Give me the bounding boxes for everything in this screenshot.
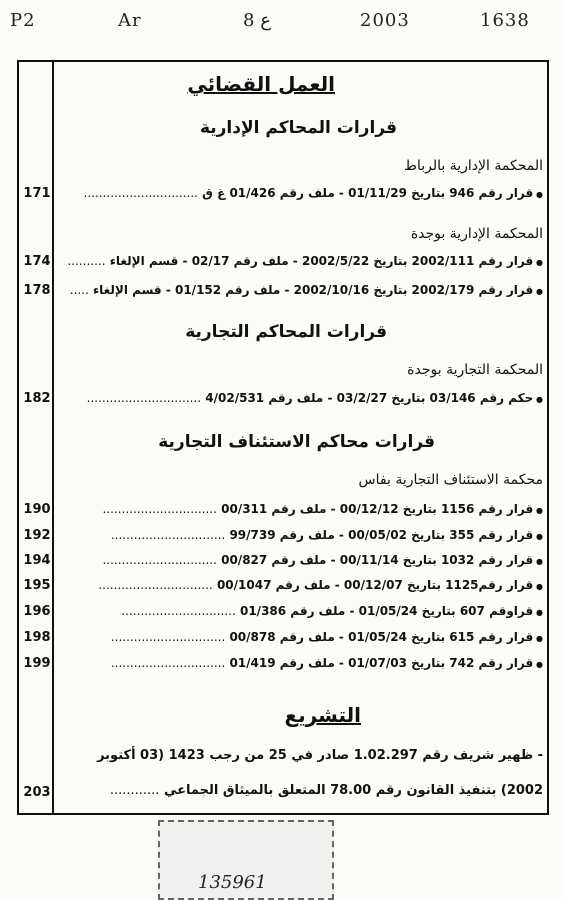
page-number: 195 [23, 578, 51, 593]
toc-entry[interactable]: ● قرار رقم 615 بتاريخ 01/05/24 - ملف رقم 00/878 .............................. [111, 630, 543, 644]
page-number-column [17, 60, 54, 815]
toc-entry[interactable]: ● قرار رقم 1032 بتاريخ 00/11/14 - ملف رقم 00/827 .............................. [102, 553, 543, 567]
page-number: 203 [23, 785, 51, 800]
main-title: العمل القضائي [187, 72, 335, 96]
section-title-admin: قرارات المحاكم الإدارية [199, 118, 397, 138]
page-number: 171 [23, 186, 51, 201]
toc-entry[interactable]: ● قرار رقم 355 بتاريخ 00/05/02 - ملف رقم 99/739 .............................. [111, 528, 543, 542]
page-number: 198 [23, 630, 51, 645]
page-number: 182 [23, 391, 51, 406]
section-title-appeal: قرارات محاكم الاستئناف التجارية [158, 432, 435, 452]
stamp-number: 135961 [198, 872, 267, 893]
toc-entry[interactable]: ● قرار رقم 1156 بتاريخ 00/12/12 - ملف رقم 00/311 .............................. [102, 502, 543, 516]
toc-entry[interactable]: ● حكم رقم 03/146 بتاريخ 03/2/27 - ملف رقم 4/02/531 .............................. [87, 391, 543, 405]
page-number: 192 [23, 528, 51, 543]
legislation-entry-line2[interactable]: 2002) بتنفيذ القانون رقم 78.00 المتعلق بالميثاق الجماعي ............ [109, 783, 543, 798]
section-title-commercial: قرارات المحاكم التجارية [185, 322, 387, 342]
legislation-entry-line1[interactable]: - ظهير شريف رقم 1.02.297 صادر في 25 من رجب 1423 (03 أكتوبر [97, 748, 543, 763]
toc-entry[interactable]: ● قرار رقم 946 بتاريخ 01/11/29 - ملف رقم 01/426 غ ق .............................. [84, 186, 543, 200]
court-heading-oujda-commercial: المحكمة التجارية بوجدة [407, 362, 543, 378]
toc-entry[interactable]: ● قرار رقم1125 بتاريخ 00/12/07 - ملف رقم 00/1047 .............................. [98, 578, 543, 592]
toc-entry[interactable]: ● قرار رقم 2002/179 بتاريخ 2002/10/16 - ملف رقم 01/152 - قسم الإلغاء ..... [70, 283, 543, 297]
header-note-ar: Ar [118, 10, 142, 31]
page-number: 190 [23, 502, 51, 517]
header-note-issue: 8 ع [243, 10, 271, 31]
page-number: 174 [23, 254, 51, 269]
toc-entry[interactable]: ● قراوقم 607 بتاريخ 01/05/24 - ملف رقم 01/386 .............................. [121, 604, 543, 618]
header-note-year: 2003 [360, 10, 410, 31]
page-number: 199 [23, 656, 51, 671]
toc-entry[interactable]: ● قرار رقم 742 بتاريخ 01/07/03 - ملف رقم 01/419 .............................. [111, 656, 543, 670]
section-title-legislation: التشريع [284, 703, 361, 727]
court-heading-oujda-admin: المحكمة الإدارية بوجدة [410, 226, 543, 242]
header-note-code: 1638 [480, 10, 530, 31]
court-heading-rabat: المحكمة الإدارية بالرباط [404, 158, 543, 174]
page-number: 178 [23, 283, 51, 298]
header-note-p2: P2 [10, 10, 36, 31]
page-number: 196 [23, 604, 51, 619]
toc-entry[interactable]: ● قرار رقم 2002/111 بتاريخ 2002/5/22 - ملف رقم 02/17 - قسم الإلغاء .......... [67, 254, 543, 268]
court-heading-fes: محكمة الاستئناف التجارية بفاس [358, 472, 543, 488]
page-number: 194 [23, 553, 51, 568]
